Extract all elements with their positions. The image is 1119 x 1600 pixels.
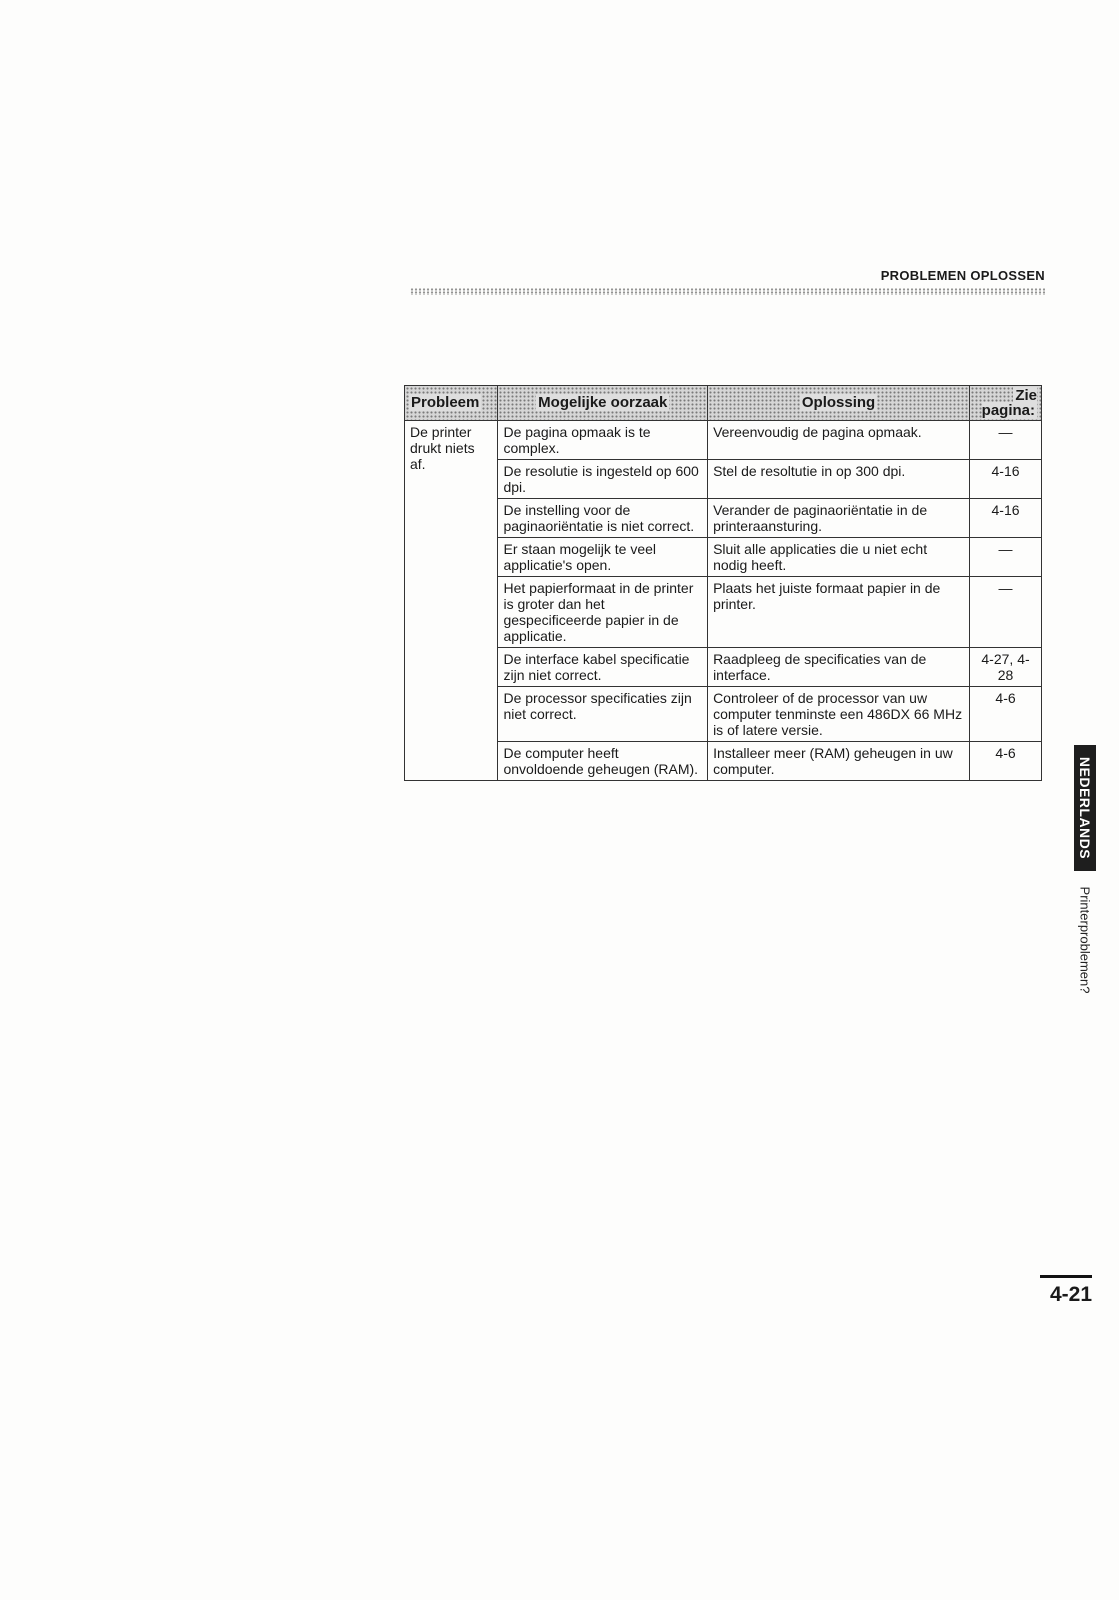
column-header-problem: Probleem bbox=[405, 386, 498, 421]
solution-cell: Vereenvoudig de pagina opmaak. bbox=[708, 421, 970, 460]
page-ref-cell: 4-6 bbox=[970, 742, 1042, 781]
page-ref-cell: 4-16 bbox=[970, 460, 1042, 499]
column-header-cause: Mogelijke oorzaak bbox=[498, 386, 708, 421]
page-ref-cell: 4-27, 4-28 bbox=[970, 648, 1042, 687]
solution-cell: Controleer of de processor van uw computer tenminste een 486DX 66 MHz is of latere versie. bbox=[708, 687, 970, 742]
cause-cell: De processor specificaties zijn niet correct. bbox=[498, 687, 708, 742]
cause-cell: De interface kabel specificatie zijn niet correct. bbox=[498, 648, 708, 687]
table-row bbox=[405, 648, 1042, 687]
page-ref-cell: — bbox=[970, 577, 1042, 648]
section-title: PROBLEMEN OPLOSSEN bbox=[880, 268, 1045, 283]
solution-cell: Installeer meer (RAM) geheugen in uw computer. bbox=[708, 742, 970, 781]
topic-label-wrapper bbox=[1077, 885, 1093, 995]
solution-cell: Stel de resoltutie in op 300 dpi. bbox=[708, 460, 970, 499]
page-number: 4-21 bbox=[1049, 1283, 1092, 1306]
troubleshooting-table bbox=[404, 385, 1042, 781]
table-row bbox=[405, 460, 1042, 499]
cause-cell: De pagina opmaak is te complex. bbox=[498, 421, 708, 460]
cause-cell: De computer heeft onvoldoende geheugen (RAM). bbox=[498, 742, 708, 781]
cause-cell: Er staan mogelijk te veel applicatie's open. bbox=[498, 538, 708, 577]
dotted-header-rule bbox=[410, 288, 1045, 295]
table-row bbox=[405, 577, 1042, 648]
page-ref-cell: — bbox=[970, 538, 1042, 577]
page-number-rule bbox=[1040, 1275, 1092, 1278]
page-ref-cell: — bbox=[970, 421, 1042, 460]
table-row bbox=[405, 421, 1042, 460]
cause-cell: De resolutie is ingesteld op 600 dpi. bbox=[498, 460, 708, 499]
table-row bbox=[405, 538, 1042, 577]
solution-cell: Raadpleeg de specificaties van de interface. bbox=[708, 648, 970, 687]
language-tab bbox=[1074, 745, 1096, 871]
cause-cell: De instelling voor de paginaoriëntatie is niet correct. bbox=[498, 499, 708, 538]
problem-cell: De printer drukt niets af. bbox=[405, 421, 498, 781]
solution-cell: Plaats het juiste formaat papier in de printer. bbox=[708, 577, 970, 648]
table-row bbox=[405, 687, 1042, 742]
table-row bbox=[405, 742, 1042, 781]
page-ref-cell: 4-6 bbox=[970, 687, 1042, 742]
table-row bbox=[405, 499, 1042, 538]
solution-cell: Sluit alle applicaties die u niet echt nodig heeft. bbox=[708, 538, 970, 577]
topic-label: Printerproblemen? bbox=[1077, 886, 1093, 994]
language-tab-label: NEDERLANDS bbox=[1077, 756, 1093, 860]
table-header-row bbox=[405, 386, 1042, 421]
cause-cell: Het papierformaat in de printer is groter dan het gespecificeerde papier in de applicatie. bbox=[498, 577, 708, 648]
page-ref-cell: 4-16 bbox=[970, 499, 1042, 538]
solution-cell: Verander de paginaoriëntatie in de printeraansturing. bbox=[708, 499, 970, 538]
column-header-solution: Oplossing bbox=[708, 386, 970, 421]
column-header-page: Zie pagina: bbox=[970, 386, 1042, 421]
